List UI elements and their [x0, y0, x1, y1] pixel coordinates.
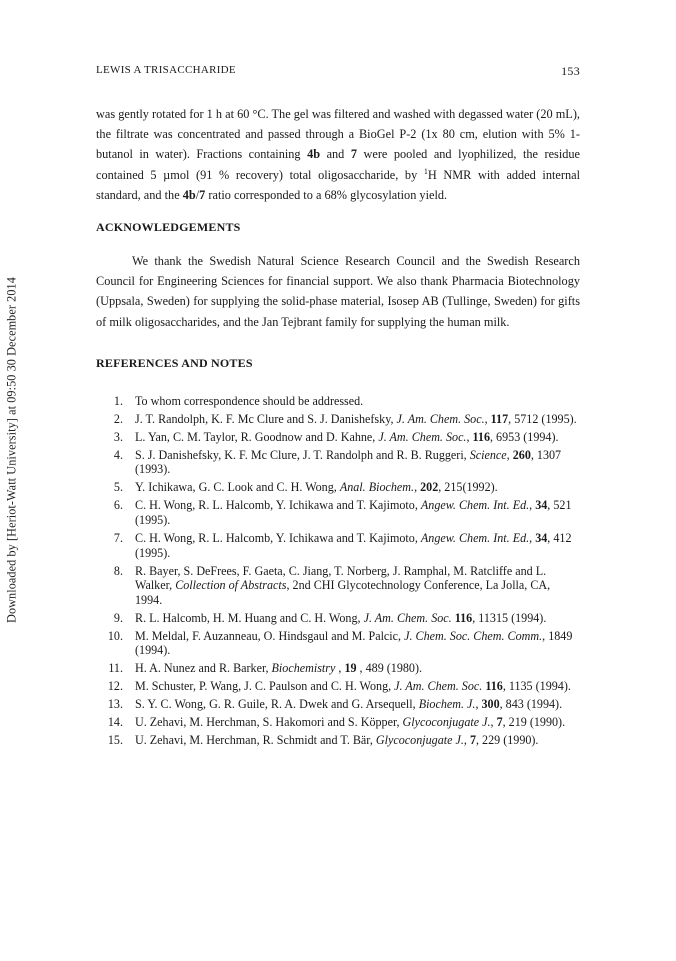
reference-number: 5. — [113, 480, 123, 495]
reference-number: 8. — [113, 563, 123, 578]
running-title: LEWIS A TRISACCHARIDE — [96, 64, 236, 76]
reference-number: 15. — [107, 733, 123, 748]
reference-item — [96, 448, 580, 477]
reference-text: H. A. Nunez and R. Barker, Biochemistry , 19 , 489 (1980). — [135, 661, 423, 676]
reference-item — [96, 629, 580, 658]
running-header — [96, 64, 580, 79]
reference-text: U. Zehavi, M. Herchman, S. Hakomori and S. Köpper, Glycoconjugate J., 7, 219 (1990). — [135, 715, 566, 730]
reference-text: J. T. Randolph, K. F. Mc Clure and S. J. Danishefsky, J. Am. Chem. Soc., 117, 5712 (1995). — [135, 411, 577, 426]
download-notice: Downloaded by [Heriot-Watt University] at 09:50 30 December 2014 — [4, 277, 19, 623]
reference-item — [96, 679, 580, 694]
reference-item — [96, 661, 580, 676]
reference-item — [96, 715, 580, 730]
reference-text: C. H. Wong, R. L. Halcomb, Y. Ichikawa and T. Kajimoto, Angew. Chem. Int. Ed., 34, 412 (1995). — [135, 530, 572, 560]
reference-text: S. J. Danishefsky, K. F. Mc Clure, J. T. Randolph and R. B. Ruggeri, Science, 260, 1307 (1993). — [135, 447, 562, 477]
acknowledgements-heading: ACKNOWLEDGEMENTS — [96, 220, 241, 235]
reference-number: 3. — [113, 429, 123, 444]
acknowledgements-text: We thank the Swedish Natural Science Research Council and the Swedish Research Council for Engineering Sciences for financial support. We also thank Pharmacia Biotechnology (Uppsala, Sweden) for supplying the solid-phase material, Isosep AB (Tullinge, Sweden) for gifts of milk oligosaccharides, and the Jan Tejbrant family for supplying the human milk. — [96, 254, 580, 329]
reference-item — [96, 430, 580, 445]
reference-number: 12. — [107, 679, 123, 694]
reference-list — [96, 394, 580, 748]
reference-item — [96, 531, 580, 560]
reference-text: S. Y. C. Wong, G. R. Guile, R. A. Dwek and G. Arsequell, Biochem. J., 300, 843 (1994). — [135, 697, 563, 712]
reference-number: 4. — [113, 447, 123, 462]
reference-text: C. H. Wong, R. L. Halcomb, Y. Ichikawa and T. Kajimoto, Angew. Chem. Int. Ed., 34, 521 (1995). — [135, 498, 572, 527]
reference-text: M. Schuster, P. Wang, J. C. Paulson and C. H. Wong, J. Am. Chem. Soc. 116, 1135 (1994). — [135, 679, 571, 694]
reference-text: U. Zehavi, M. Herchman, R. Schmidt and T. Bär, Glycoconjugate J., 7, 229 (1990). — [135, 733, 539, 748]
page-content — [96, 64, 580, 751]
paragraph-continued: was gently rotated for 1 h at 60 °C. The gel was filtered and washed with degassed water (20 mL), the filtrate was concentrated and passed through a BioGel P-2 (1x 80 cm, elution with 5% 1-butanol in water). Fractions containing 4b and 7 were pooled and lyophilized, the residue contained 5 µmol (91 % recovery) total oligosaccharide, by $^1$H NMR with added internal standard, and the 4b/7 ratio corresponded to a 68% glycosylation yield. — [96, 107, 580, 202]
reference-item — [96, 697, 580, 712]
reference-text: R. Bayer, S. DeFrees, F. Gaeta, C. Jiang, T. Norberg, J. Ramphal, M. Ratcliffe and L. Walker, Collection of Abstracts, 2nd CHI Glycotechnology Conference, La Jolla, CA, 1994. — [135, 563, 551, 607]
reference-item — [96, 480, 580, 495]
reference-item — [96, 564, 580, 608]
reference-number: 11. — [108, 661, 123, 676]
reference-number: 14. — [107, 715, 123, 730]
reference-text: Y. Ichikawa, G. C. Look and C. H. Wong, Anal. Biochem., 202, 215(1992). — [135, 480, 498, 495]
references-heading: REFERENCES AND NOTES — [96, 355, 253, 370]
reference-text: To whom correspondence should be addressed. — [135, 393, 364, 408]
reference-text: R. L. Halcomb, H. M. Huang and C. H. Wong, J. Am. Chem. Soc. 116, 11315 (1994). — [135, 610, 547, 625]
reference-number: 7. — [113, 530, 123, 545]
reference-item — [96, 611, 580, 626]
reference-item — [96, 412, 580, 427]
reference-item — [96, 394, 580, 409]
page-number: 153 — [561, 64, 580, 78]
reference-item — [96, 498, 580, 527]
reference-text: L. Yan, C. M. Taylor, R. Goodnow and D. Kahne, J. Am. Chem. Soc., 116, 6953 (1994). — [135, 429, 559, 444]
reference-number: 10. — [107, 628, 123, 643]
reference-number: 2. — [113, 411, 123, 426]
reference-item — [96, 733, 580, 748]
reference-number: 9. — [113, 610, 123, 625]
reference-number: 1. — [113, 393, 123, 408]
reference-text: M. Meldal, F. Auzanneau, O. Hindsgaul and M. Palcic, J. Chem. Soc. Chem. Comm., 1849 (1994). — [135, 628, 573, 658]
reference-number: 13. — [107, 697, 123, 712]
reference-number: 6. — [113, 498, 123, 513]
download-sidebar — [0, 0, 24, 961]
